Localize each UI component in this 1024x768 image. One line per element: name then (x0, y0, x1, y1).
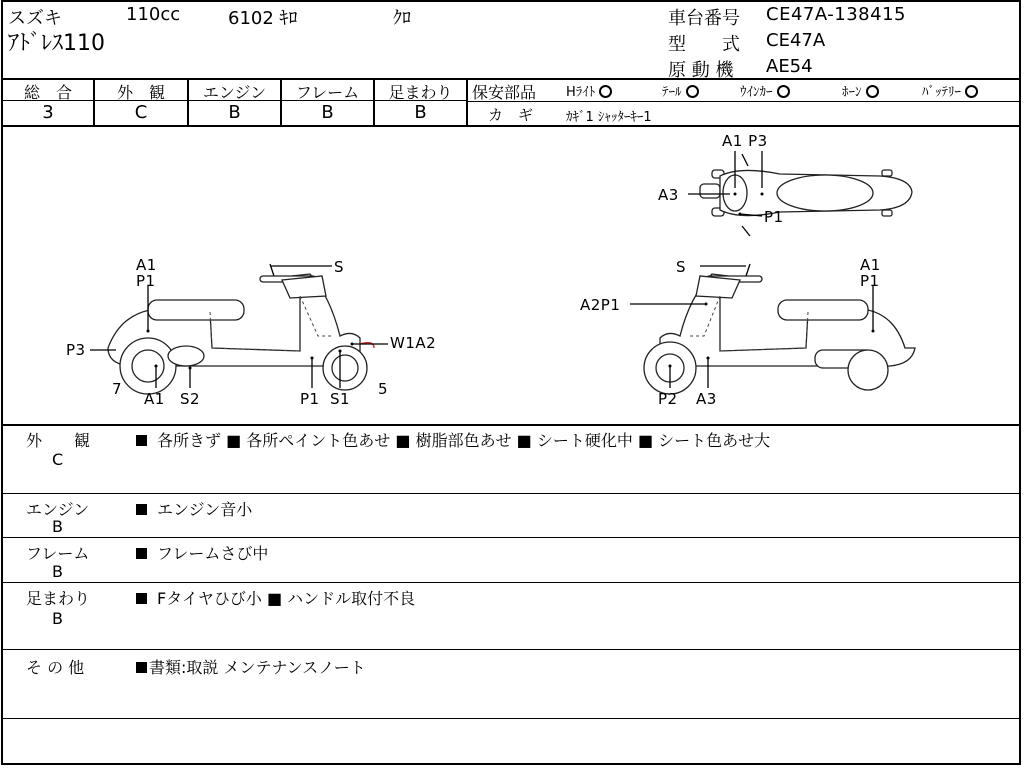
label-s: S (676, 258, 687, 276)
displacement: 110cc (126, 4, 181, 25)
ok-mark-icon (965, 85, 978, 98)
engine-value: AE54 (766, 56, 813, 77)
remark-label: 外 観 (26, 431, 91, 450)
label-p1: P1 (860, 272, 880, 290)
divider (1, 582, 1021, 583)
divider (1, 537, 1021, 538)
remark-grade: B (52, 517, 63, 536)
remark-grade: B (52, 562, 63, 581)
maker: スズキ (8, 8, 62, 29)
ok-mark-icon (599, 85, 612, 98)
remark-text: フレームさび中 (136, 541, 268, 564)
remark-grade: B (52, 609, 63, 628)
label-p3: P3 (66, 341, 86, 359)
label-7: 7 (112, 380, 123, 398)
grade-label-exterior: 外 観 (116, 83, 165, 102)
label-5: 5 (378, 380, 389, 398)
grade-value-exterior: C (134, 102, 148, 123)
safety-taillight: ﾃｰﾙ (662, 81, 699, 100)
remark-text: Fタイヤひび小 ■ ハンドル取付不良 (136, 586, 415, 609)
remark-label: 足まわり (26, 589, 91, 608)
label-a2p1: A2P1 (580, 296, 621, 314)
divider (1, 649, 1021, 650)
bullet-icon (136, 593, 147, 604)
label-p1: P1 (764, 208, 784, 226)
label-a3: A3 (658, 186, 679, 204)
label-p1: P1 (136, 272, 156, 290)
label-s1: S1 (330, 390, 351, 408)
safety-headlight: Hﾗｲﾄ (566, 81, 612, 100)
label-p2: P2 (658, 390, 678, 408)
grade-value-frame: B (321, 102, 334, 123)
remark-label: そ の 他 (26, 658, 85, 677)
label-a1: A1 (136, 256, 157, 274)
remark-label: エンジン (26, 500, 90, 519)
safety-winker: ｳｲﾝｶｰ (740, 81, 790, 100)
divider (1, 718, 1021, 719)
bullet-icon (136, 548, 147, 559)
safety-horn: ﾎｰﾝ (842, 81, 879, 100)
bullet-icon (136, 662, 147, 673)
divider (467, 101, 1021, 102)
bullet-icon (136, 435, 147, 446)
remark-grade: C (52, 450, 64, 469)
divider (1, 424, 1021, 426)
label-p1: P1 (300, 390, 320, 408)
bullet-icon (136, 504, 147, 515)
frame-no: CE47A-138415 (766, 4, 906, 25)
grade-label-engine: エンジン (202, 83, 267, 102)
ok-mark-icon (777, 85, 790, 98)
safety-title: 保安部品 (472, 83, 537, 102)
key-value: ｶｷﾞ1 ｼｬｯﾀｰｷｰ1 (566, 110, 652, 125)
frame-no-label: 車台番号 (668, 8, 740, 29)
color: ｸﾛ (393, 8, 411, 29)
remark-text: エンジン音小 (136, 497, 252, 520)
engine-label: 原 動 機 (668, 60, 734, 81)
grade-label-suspension: 足まわり (388, 83, 453, 102)
grade-label-frame: フレーム (295, 83, 360, 102)
grade-value-suspension: B (414, 102, 427, 123)
label-a1: A1 (144, 390, 165, 408)
grade-label-overall: 総 合 (23, 83, 72, 102)
grade-value-overall: 3 (42, 102, 54, 123)
type-value: CE47A (766, 30, 826, 51)
remark-text: 書類:取説 メンテナンスノート (136, 655, 366, 678)
ok-mark-icon (866, 85, 879, 98)
label-a1: A1 (860, 256, 881, 274)
remark-text: 各所きず ■ 各所ペイント色あせ ■ 樹脂部色あせ ■ シート硬化中 ■ シート色あせ大 (136, 428, 770, 451)
remark-label: フレーム (26, 544, 90, 563)
label-a3: A3 (696, 390, 717, 408)
label-a1p3: A1 P3 (722, 132, 768, 150)
type-label: 型 式 (668, 34, 740, 55)
key-label: カ ギ (488, 106, 534, 124)
scooter-top-view (688, 151, 912, 236)
divider (1, 493, 1021, 494)
divider (466, 78, 468, 126)
grade-value-engine: B (228, 102, 241, 123)
mileage: 6102 ｷﾛ (228, 8, 298, 29)
label-w1a2: W1A2 (390, 334, 437, 352)
model-name: ｱﾄﾞﾚｽ110 (8, 31, 105, 56)
safety-battery: ﾊﾞｯﾃﾘｰ (922, 81, 978, 100)
label-s: S (334, 258, 345, 276)
label-s2: S2 (180, 390, 201, 408)
scooter-left-view (90, 264, 388, 394)
ok-mark-icon (686, 85, 699, 98)
